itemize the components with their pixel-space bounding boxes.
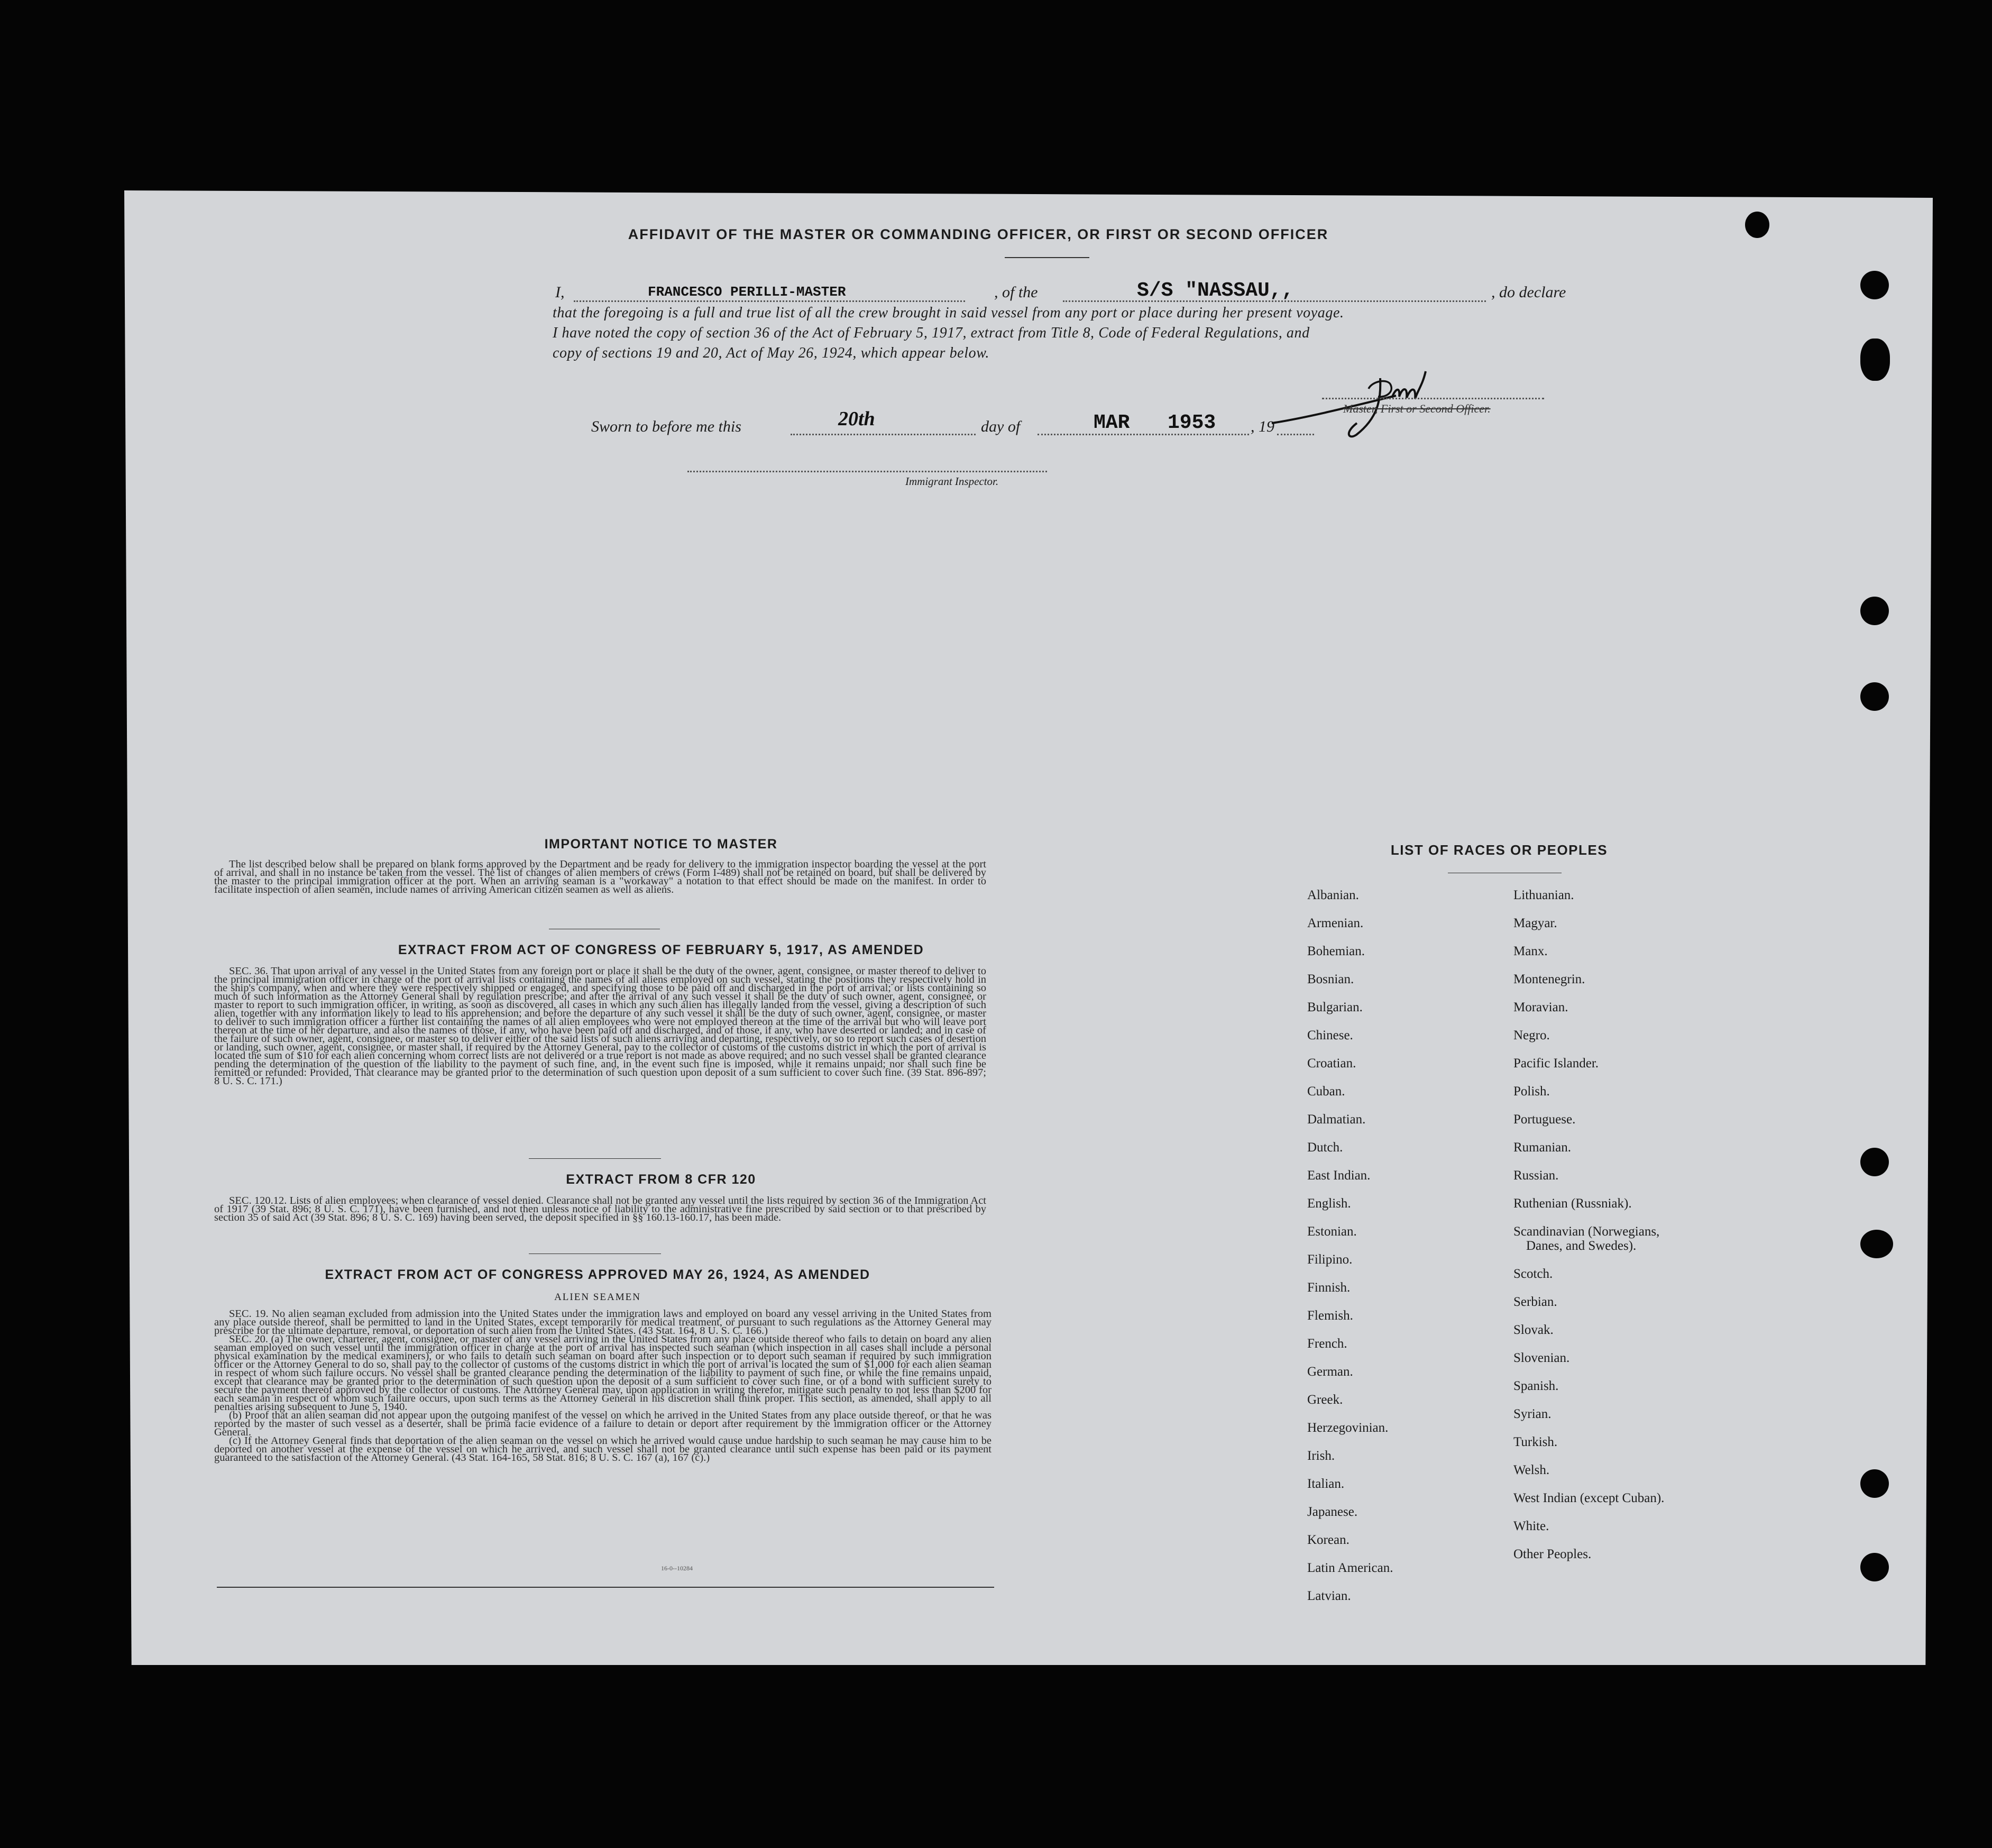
- race-item: Portuguese.: [1513, 1112, 1576, 1127]
- race-item: Armenian.: [1307, 916, 1364, 930]
- races-title: LIST OF RACES OR PEOPLES: [1390, 842, 1608, 858]
- race-item: White.: [1513, 1519, 1549, 1533]
- sworn-month-field: MAR: [1094, 411, 1130, 434]
- fill-line: [687, 471, 1047, 472]
- race-item: Turkish.: [1513, 1435, 1558, 1449]
- race-item: Welsh.: [1513, 1463, 1550, 1477]
- affidavit-line3: I have noted the copy of section 36 of the Act of February 5, 1917, extract from Title 8, Code of Federal Regulations, and: [553, 325, 1310, 341]
- section-36-paragraph: SEC. 36. That upon arrival of any vessel in the United States from any foreign port or place it shall be the duty of the owner, agent, consignee, or master thereof to deliver to the principal immigration officer in charge of the port of arrival lists containing the names of all aliens employed on such vessel, stating the positions they respectively hold in the ship's company, when and where they were respectively shipped or engaged, and specifying those to be paid off and discharged in the port of arrival; or lists containing so much of such information as the Attorney General shall by regulation prescribe; and after the arrival of any such vessel it shall be the duty of such owner, agent, consignee, or master to report to such immigration officer, in writing, as soon as discovered, all cases in which any such alien has illegally landed from the vessel, giving a description of such alien, together with any information likely to lead to his apprehension; and before the departure of any such vessel it shall be the duty of such owner, agent, consignee, or master to deliver to such immigration officer a further list containing the names of all alien employees who were not employed thereon at the time of the arrival but who will leave port thereon at the time of her departure, and also the names of those, if any, who have been paid off and discharged, and of those, if any, who have deserted or landed; and in case of the failure of such owner, agent, consignee, or master so to deliver either of the said lists of such aliens arriving and departing, respectively, or so to report such cases of desertion or landing, such owner, agent, consignee, or master shall, if required by the Attorney General, pay to the collector of customs of the customs district in which the port of arrival is located the sum of $10 for each alien concerning whom correct lists are not delivered or a true report is not made as above required; and no such vessel shall be granted clearance pending the determination of the question of the liability to the payment of such fine, and, in the event such fine is imposed, while it remains unpaid; nor shall such fine be remitted or refunded: Provided, That clearance may be granted prior to the determination of such question upon deposit of a sum sufficient to cover such fine. (39 Stat. 896-897; 8 U. S. C. 171.): [214, 965, 986, 1087]
- printer-imprint: 16-0--10284: [661, 1565, 693, 1572]
- inspector-caption: Immigrant Inspector.: [905, 475, 999, 488]
- bottom-rule: [217, 1587, 994, 1588]
- race-item: Spanish.: [1513, 1379, 1559, 1393]
- race-item: Korean.: [1307, 1533, 1350, 1547]
- race-item: Russian.: [1513, 1168, 1559, 1183]
- title-divider: [1005, 257, 1089, 258]
- race-item: French.: [1307, 1337, 1347, 1351]
- notice-title: IMPORTANT NOTICE TO MASTER: [544, 837, 778, 852]
- fill-line: [1038, 434, 1249, 435]
- race-item: Magyar.: [1513, 916, 1557, 930]
- races-left-column: [1307, 881, 1393, 1610]
- race-item: Slovak.: [1513, 1323, 1554, 1337]
- sworn-label: Sworn to before me this: [591, 418, 741, 435]
- race-item: English.: [1307, 1196, 1351, 1211]
- race-item: Rumanian.: [1513, 1140, 1572, 1155]
- binder-hole: [1860, 271, 1889, 299]
- extract-1924-title: EXTRACT FROM ACT OF CONGRESS APPROVED MAY 26, 1924, AS AMENDED: [325, 1267, 870, 1282]
- races-right-column: [1513, 881, 1664, 1568]
- affidavit-line2: that the foregoing is a full and true list of all the crew brought in said vessel from any port or place during her present voyage.: [553, 305, 1344, 321]
- race-item: Herzegovinian.: [1307, 1421, 1389, 1435]
- race-item: Pacific Islander.: [1513, 1056, 1599, 1071]
- race-item: Finnish.: [1307, 1280, 1351, 1295]
- binder-hole: [1860, 1553, 1889, 1581]
- section-19-paragraph: SEC. 19. No alien seaman excluded from admission into the United States under the immigration laws and employed on board any vessel arriving in the United States from any place outside thereof, shall be permitted to land in the United States, except temporarily for medical treatment, or pursuant to such regulations as the Attorney General may prescribe for the ultimate departure, removal, or deportation of such alien from the United States. (43 Stat. 164, 8 U. S. C. 166.): [214, 1308, 992, 1337]
- notice-body: [214, 860, 986, 894]
- of-the-label: , of the: [994, 283, 1038, 301]
- section-20c-paragraph: (c) If the Attorney General finds that deportation of the alien seaman on the vessel on which he arrived would cause undue hardship to such seaman he may cause him to be deported on another vessel at the expense of the vessel on which he arrived, and such vessel shall not be granted clearance until such expense has been paid or its payment guaranteed to the satisfaction of the Attorney General. (43 Stat. 164-165, 58 Stat. 816; 8 U. S. C. 167 (a), 167 (c).): [214, 1435, 992, 1463]
- section-divider: [529, 1158, 661, 1159]
- fill-line: [1322, 398, 1544, 399]
- sworn-day-field: 20th: [838, 408, 875, 430]
- race-item: Estonian.: [1307, 1224, 1357, 1239]
- fill-line: [791, 434, 976, 435]
- race-item: Danes, and Swedes).: [1526, 1239, 1637, 1253]
- extract-cfr-title: EXTRACT FROM 8 CFR 120: [566, 1172, 756, 1187]
- race-item: Irish.: [1307, 1449, 1335, 1463]
- extract-1917-title: EXTRACT FROM ACT OF CONGRESS OF FEBRUARY 5, 1917, AS AMENDED: [398, 943, 924, 957]
- officer-name-field: FRANCESCO PERILLI-MASTER: [648, 284, 846, 300]
- year-prefix-label: , 19: [1251, 418, 1274, 435]
- race-item: Latvian.: [1307, 1589, 1351, 1603]
- extract-1924-body: [214, 1310, 992, 1462]
- binder-hole: [1860, 1230, 1893, 1258]
- race-item: Chinese.: [1307, 1028, 1353, 1042]
- race-item: East Indian.: [1307, 1168, 1371, 1183]
- fill-line: [574, 300, 965, 302]
- race-item: Cuban.: [1307, 1084, 1345, 1099]
- vessel-name-field: S/S "NASSAU,,: [1137, 279, 1294, 302]
- notice-paragraph: The list described below shall be prepared on blank forms approved by the Department and be ready for delivery to the immigration inspector boarding the vessel at the port of arrival, and shall in no instance be taken from the vessel. The list of changes of alien members of crews (Form I-489) shall not be retained on board, but shall be delivered by the master to the principal immigration officer at the port. When an arriving seaman is a "workaway" a notation to that effect should be made on the manifest. In order to facilitate inspection of alien seamen, include names of arriving American citizen seamen as well as aliens.: [214, 858, 986, 895]
- signature-caption: Master, First or Second Officer.: [1343, 402, 1491, 415]
- binder-hole: [1745, 212, 1769, 238]
- binder-hole: [1860, 682, 1889, 711]
- section-120-paragraph: SEC. 120.12. Lists of alien employees; when clearance of vessel denied. Clearance shall not be granted any vessel until the lists required by section 36 of the Immigration Act of 1917 (39 Stat. 896; 8 U. S. C. 171), have been furnished, and not then unless notice of liability to the administrative fine prescribed by said section or to that prescribed by section 35 of said Act (39 Stat. 896; 8 U. S. C. 169) having been served, the deposit specified in §§ 160.13-160.17, has been made.: [214, 1195, 986, 1223]
- extract-cfr-body: [214, 1196, 986, 1222]
- race-item: Japanese.: [1307, 1505, 1358, 1519]
- race-item: Syrian.: [1513, 1407, 1552, 1421]
- race-item: Negro.: [1513, 1028, 1550, 1042]
- race-item: Dalmatian.: [1307, 1112, 1366, 1127]
- do-declare-label: , do declare: [1491, 283, 1566, 301]
- affidavit-line4: copy of sections 19 and 20, Act of May 26, 1924, which appear below.: [553, 345, 989, 361]
- race-item: Flemish.: [1307, 1309, 1353, 1323]
- race-item: Lithuanian.: [1513, 888, 1574, 902]
- race-item: Scotch.: [1513, 1267, 1553, 1281]
- race-item: Serbian.: [1513, 1295, 1557, 1309]
- race-item: Other Peoples.: [1513, 1547, 1592, 1561]
- race-item: Croatian.: [1307, 1056, 1356, 1071]
- race-item: Latin American.: [1307, 1561, 1393, 1575]
- race-item: Greek.: [1307, 1393, 1343, 1407]
- race-item: Italian.: [1307, 1477, 1345, 1491]
- race-item: Polish.: [1513, 1084, 1550, 1099]
- race-item: Bosnian.: [1307, 972, 1354, 986]
- extract-1917-body: [214, 967, 986, 1085]
- race-item: German.: [1307, 1365, 1353, 1379]
- day-of-label: day of: [981, 418, 1021, 435]
- race-item: Bohemian.: [1307, 944, 1365, 958]
- affidavit-line1-prefix: I,: [555, 283, 565, 301]
- race-item: Ruthenian (Russniak).: [1513, 1196, 1632, 1211]
- race-item: Bulgarian.: [1307, 1000, 1363, 1014]
- race-item: Dutch.: [1307, 1140, 1343, 1155]
- race-item: Slovenian.: [1513, 1351, 1570, 1365]
- race-item: Moravian.: [1513, 1000, 1568, 1014]
- binder-hole: [1860, 597, 1889, 625]
- affidavit-title: AFFIDAVIT OF THE MASTER OR COMMANDING OFFICER, OR FIRST OR SECOND OFFICER: [628, 226, 1329, 242]
- binder-hole: [1860, 1148, 1889, 1176]
- race-item: Montenegrin.: [1513, 972, 1585, 986]
- race-item: West Indian (except Cuban).: [1513, 1491, 1665, 1505]
- race-item: Manx.: [1513, 944, 1548, 958]
- race-item: Scandinavian (Norwegians,: [1513, 1224, 1660, 1239]
- extract-1924-subtitle: ALIEN SEAMEN: [554, 1292, 641, 1303]
- sworn-year-field: 1953: [1168, 411, 1216, 434]
- binder-hole: [1860, 339, 1890, 381]
- section-20a-paragraph: SEC. 20. (a) The owner, charterer, agent, consignee, or master of any vessel arriving in the United States from any place outside thereof who fails to detain on board any alien seaman employed on such vessel until the immigration officer in charge at the port of arrival has inspected such seaman (which inspection in all cases shall include a personal physical examination by the medical examiners), or who fails to detain such seaman on board after such inspection or to deport such seaman if required by such immigration officer or the Attorney General to do so, shall pay to the collector of customs of the customs district in which the port of arrival is located the sum of $1,000 for each alien seaman in respect of whom such failure occurs. No vessel shall be granted clearance pending the determination of the liability to payment of such fine, or while the fine remains unpaid, except that clearance may be granted prior to the determination of such question upon the deposit of a sum sufficient to cover such fine, or of a bond with sufficient surety to secure the payment thereof approved by the collector of customs. The Attorney General may, upon application in writing therefor, mitigate such penalty to not less than $200 for each seaman in respect of whom such failure occurs, upon such terms as the Attorney General in his discretion shall think proper. This section, as amended, shall apply to all penalties arising subsequent to June 5, 1940.: [214, 1333, 992, 1413]
- race-item: Albanian.: [1307, 888, 1359, 902]
- binder-hole: [1860, 1469, 1889, 1498]
- race-item: Filipino.: [1307, 1252, 1353, 1267]
- section-20b-paragraph: (b) Proof that an alien seaman did not appear upon the outgoing manifest of the vessel on which he arrived in the United States from any place outside thereof, or that he was reported by the master of such vessel as a deserter, shall be prima facie evidence of a failure to detain or deport after requirement by the immigration officer or the Attorney General.: [214, 1410, 992, 1438]
